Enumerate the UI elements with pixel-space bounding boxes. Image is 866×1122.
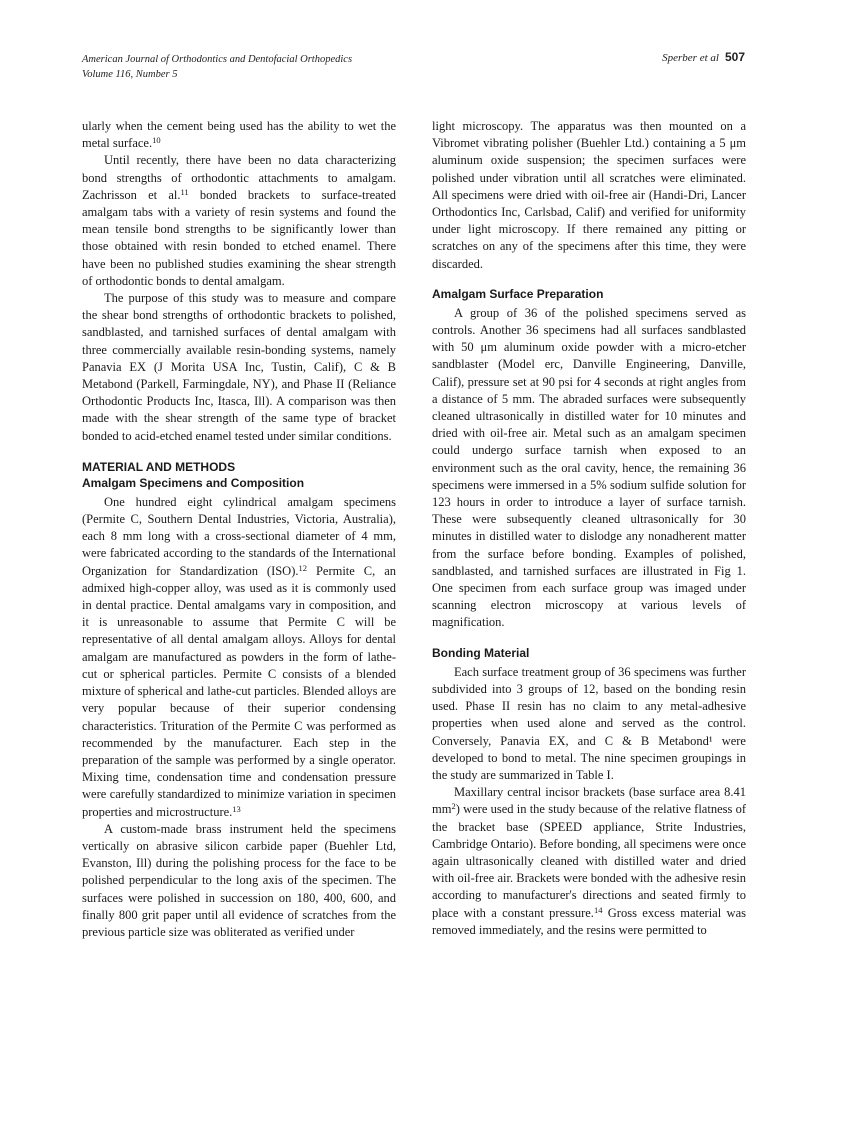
reference-superscript: 14	[593, 904, 603, 915]
running-authors: Sperber et al	[662, 52, 719, 64]
running-header-left	[82, 52, 352, 82]
section-heading: MATERIAL AND METHODS	[82, 459, 236, 474]
right-column	[432, 118, 746, 939]
journal-volume: Volume 116, Number 5	[82, 69, 178, 80]
reference-superscript: 12	[298, 562, 307, 573]
paragraph: Maxillary central incisor brackets (base surface area 8.41 $mm^2$) were used in the study because of the relative flatness of the bracket base (SPEED appliance, Strite Industries, Cambridge Ontario). Before bonding, all specimens were once again ultrasonically cleaned with distilled water and dried with oil-free air. Brackets were bonded with the adhesive resin according to manufacturer's directions and seated firmly to place with a constant pressure.$^{14}$ Gross excess material was removed immediately, and the resins were permitted to	[432, 785, 746, 937]
paragraph: A custom-made brass instrument held the specimens vertically on abrasive silicon carbide paper (Buehler Ltd, Evanston, Ill) during the polishing process for the face to be polished perpendicular to the long axis of the specimen. The surfaces were polished in succession on 180, 400, 600, and finally 800 grit paper until all evidence of scratches from the previous particle size was obliterated as verified under	[82, 821, 396, 939]
reference-superscript: 11	[180, 186, 189, 197]
left-column	[82, 118, 396, 941]
superscript: 2	[451, 801, 456, 812]
reference-superscript: 13	[232, 803, 241, 814]
reference-superscript: 10	[152, 135, 161, 146]
paragraph: A group of 36 of the polished specimens served as controls. Another 36 specimens had all surfaces sandblasted with 50 μm aluminum oxide powder with a micro-etcher sandblaster (Model erc, Danville Engineering, Danville, Calif), pressure set at 90 psi for 4 seconds at right angles from a distance of 5 mm. The abraded surfaces were subsequently cleaned ultrasonically in distilled water for 10 minutes and dried with oil-free air. Metal such as an amalgam specimen could undergo surface tarnish when exposed to an environment such as the oral cavity, hence, the remaining 36 specimens were immersed in a 5% sodium sulfide solution for 123 hours in order to introduce a layer of surface tarnish. These were subsequently cleaned ultrasonically for 30 minutes in distilled water to dislodge any nonadherent matter from the surface before bonding. Examples of polished, sandblasted, and tarnished surfaces are illustrated in Fig 1. One specimen from each surface group was imaged under scanning electron microscopy at various levels of magnification.	[432, 305, 746, 630]
subsection-heading: Bonding Material	[432, 645, 530, 660]
paragraph: Until recently, there have been no data characterizing bond strengths of orthodontic attachments to amalgam. Zachrisson et al.$^{11}$ bonded brackets to surface-treated amalgam tabs with a variety of resin systems and found the mean tensile bond strengths to be significantly lower than those obtained with resin bonded to etched enamel. There have been no published studies examining the shear strength of orthodontic bonds to dental amalgam.	[82, 153, 397, 288]
page-number: 507	[724, 50, 745, 64]
running-header-right	[662, 50, 745, 64]
paragraph: light microscopy. The apparatus was then mounted on a Vibromet vibrating polisher (Buehler Ltd.) containing a 5 μm aluminum oxide suspension; the specimen surfaces were polished under vibration until all scratches were eliminated. All specimens were dried with oil-free air (Handi-Dri, Lancer Orthodontics Inc, Carlsbad, Calif) and verified for uniformity under light microscopy. If there remained any pitting or scratches on any of the specimens after this time, they were discarded.	[432, 119, 746, 271]
paragraph: The purpose of this study was to measure and compare the shear bond strengths of orthodontic brackets to polished, sandblasted, and tarnished surfaces of dental amalgam with three commercially available resin-bonding systems, namely Panavia EX (J Morita USA Inc, Tustin, Calif), C & B Metabond (Parkell, Farmingdale, NY), and Phase II (Reliance Orthodontic Products Inc, Itasca, Ill). A comparison was then made with the shear strength of the same type of bracket bonded to acid-etched enamel tested under similar conditions.	[82, 291, 396, 443]
journal-title: American Journal of Orthodontics and Dentofacial Orthopedics	[82, 54, 353, 65]
subsection-heading: Amalgam Specimens and Composition	[82, 475, 305, 490]
paragraph: ularly when the cement being used has the ability to wet the metal surface.$^{10}$	[82, 119, 396, 151]
subsection-heading: Amalgam Surface Preparation	[432, 286, 604, 301]
paragraph: Each surface treatment group of 36 specimens was further subdivided into 3 groups of 12, based on the bonding resin used. Phase II resin has no claim to any metal-adhesive properties when used alone and served as the control. Conversely, Panavia EX, and C & B Metabond¹ were developed to bond to metal. The nine specimen groupings in the study are summarized in Table I.	[432, 664, 746, 782]
paragraph: One hundred eight cylindrical amalgam specimens (Permite C, Southern Dental Industries, Victoria, Australia), each 8 mm long with a cross-sectional diameter of 4 mm, were fabricated according to the standards of the International Organization for Standardization (ISO).$^{12}$ Permite C, an admixed high-copper alloy, was used as it is commonly used in dental practice. Dental amalgams vary in composition, and it is unreasonable to assume that Permite C will be representative of all dental amalgam alloys. Alloys for dental amalgam are manufactured as powders in the form of lathe-cut or spherical particles. Permite C consists of a blended mixture of spherical and lathe-cut particles. Blended alloys are very popular because of their superior condensing characteristics. Trituration of the Permite C was performed as recommended by the manufacturer. Each step in the preparation of the sample was performed by a single operator. Mixing time, condensation time and condensation pressure were carefully standardized to minimize variation in specimen properties and microstructure.$^{13}$	[82, 494, 396, 819]
